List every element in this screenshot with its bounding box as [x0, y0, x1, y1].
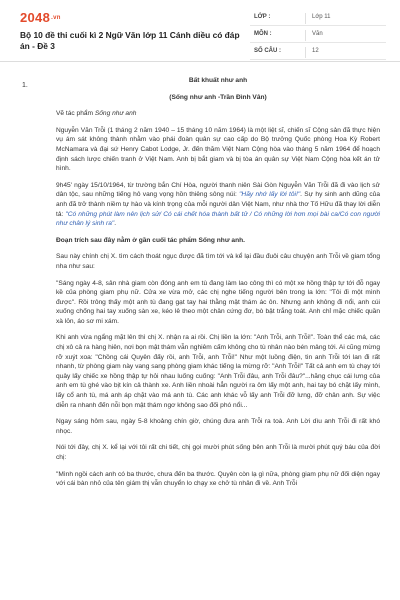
- passage-subtitle: (Sống như anh -Trần Đình Vân): [169, 93, 267, 101]
- meta-row-question-count: [250, 46, 386, 60]
- passage-paragraph-6: Khi anh vừa ngẩng mặt lên thì chị X. nhận ra ai rồi. Chị liền la lớn: "Anh Trỗi, anh Trỗi!". Toàn thể các má, các chị xô cả ra hàng hiên, nơi bọn mật thám vẫn nghiêm cấm không cho tù nhân nào bén mảng tới. Ai cũng mừng rỡ xuýt xoa: "Chồng cái Quyên đấy rồi, anh Trỗi, anh Trỗi!" Như một luồng điện, tin anh Trỗi tới lan đi rất nhanh, từ phòng giam này vang sang phòng giam khác tiếng la mừng rỡ: "Anh Trỗi!" Tất cả anh em tù chạy tới quây lấy chiếc xe hồng thập tự hỏi nhau luống cuống: "Anh Trỗi đâu, anh Trỗi đâu?"...hăng chục cái lưng của anh em tù ghé vào bịt kín cả thành xe. Anh liền nhoài hẳn người ra ôm lấy một anh, hai tay bó chặt lấy mình, lấy cổ anh tù, má anh áp chặt vào má anh tù. Các anh khác vỗ lấy anh Trỗi đỡ lưng, đỡ chân anh. Sự việc diễn ra nhanh đến nỗi bọn mật thám ngơ không sao đối phó nổi...: [56, 334, 380, 409]
- meta-label-grade: LỚP :: [254, 14, 271, 20]
- quote-to-huu: "Có những phút làm nên lịch sử/ Có cái chết hóa thành bất tử / Có những lời hơn mọi bài ca/Có con người như chân lý sinh ra": [56, 210, 380, 228]
- meta-label-question-count: SỐ CÂU :: [254, 48, 281, 54]
- logo-suffix: .vn: [51, 15, 61, 21]
- passage-paragraph-execution: 9h45' ngày 15/10/1964, từ trường bắn Chí Hòa, người thanh niên Sài Gòn Nguyễn Văn Trỗi đã đi vào lịch sử dân tộc, sau những tiếng hô vang vọng hồn thiêng sông núi: "Hãy nhớ lấy lời tôi!". Sự hy sinh anh dũng của anh đã trở thành niềm tự hào và kính trọng của mỗi người dân Việt Nam, như nhà thơ Tố Hữu đã thay lời diễn tả: "Có những phút làm nên lịch sử/ Có cái chết hóa thành bất tử / Có những lời hơn mọi bài ca/Có con người như chân lý sinh ra".: [56, 181, 380, 228]
- document-title: Bộ 10 đề thi cuối kì 2 Ngữ Văn lớp 11 Cánh diều có đáp án - Đề 3: [20, 30, 240, 51]
- reading-passage: [56, 76, 380, 496]
- quote-remember: "Hãy nhớ lấy lời tôi!": [239, 191, 301, 199]
- document-header: [0, 0, 400, 62]
- logo-main: 2048: [20, 10, 51, 25]
- passage-title: Bất khuất như anh: [188, 77, 248, 84]
- document-meta-table: [250, 12, 386, 63]
- passage-paragraph-4: Sau này chính chị X. tìm cách thoát ngục được đã tìm tới và kể lại đầu đuôi câu chuyện anh Trỗi về giam tổng nha như sau:: [56, 253, 380, 270]
- meta-row-grade: [250, 12, 386, 26]
- meta-value-subject: Văn: [312, 31, 323, 37]
- section-heading: Đoạn trích sau đây nằm ở gần cuối tác phẩm Sống như anh.: [56, 236, 245, 244]
- meta-row-subject: [250, 29, 386, 43]
- meta-value-question-count: 12: [312, 48, 319, 54]
- question-number: 1.: [22, 82, 28, 89]
- passage-paragraph-9: "Mình ngồi cách anh có ba thước, chưa đến ba thước. Quyên còn lạ gì nữa, phòng giam phụ nữ đối diện ngay với cái bàn nhỏ của tên giám thị vẫn chuyển lo chạy xe chở tù nhân đi về. Anh Trỗi: [56, 470, 380, 488]
- meta-value-grade: Lớp 11: [312, 14, 331, 20]
- passage-paragraph-bio: Nguyễn Văn Trỗi (1 tháng 2 năm 1940 – 15 tháng 10 năm 1964) là một liệt sĩ, chiến sĩ Cộng sản đã thực hiện vụ ám sát không thành nhằm vào phái đoàn quân sự cao cấp do Bộ trưởng Quốc phòng Hoa Kỳ Robert McNamara và đại sứ Henry Cabot Lodge, Jr. đến thăm Việt Nam Cộng hòa vào tháng 5 năm 1964 để hoạch định sách lược chiến tranh ở Việt Nam. Anh bị bắt giam và bị tòa án quân sự Việt Nam Cộng hòa kết án tử hình.: [56, 126, 380, 173]
- passage-paragraph-7: Ngay sáng hôm sau, ngày 5-8 khoảng chín giờ, chúng đưa anh Trỗi ra toà. Anh Lời dìu anh Trỗi đi rất khó nhọc.: [56, 418, 380, 435]
- passage-paragraph-5: "Sáng ngày 4-8, sân nhà giam còn đóng anh em tù đang làm lao công thì có một xe hồng thập tự tới đỗ ngay kề của phòng giam phụ nữ. Cửa xe vừa mở, các chị nghe tiếng người bên trong la lớn: "Tôi đi một mình được". Rồi trông thấy một anh tù đang gạt tay hai thằng mật thám ác ôn. Nhưng anh không đi nổi, anh cúi xuống chống hai tay xuống sàn xe, kéo lê theo một chân cứng đơ, bò bật trắng toát. Anh chỉ mặc chiếc quần xà lỏn, áo sơ mi xám.: [56, 279, 380, 325]
- site-logo[interactable]: [20, 11, 61, 25]
- passage-paragraph-8: Nói tới đây, chị X. kể lại với tôi rất chi tiết, chị gọi mười phút sống bên anh Trỗi là mười phút quý báu của đời chị:: [56, 444, 380, 461]
- meta-label-subject: MÔN :: [254, 31, 272, 37]
- passage-intro: Vẽ tác phẩm Sống như anh: [56, 110, 137, 118]
